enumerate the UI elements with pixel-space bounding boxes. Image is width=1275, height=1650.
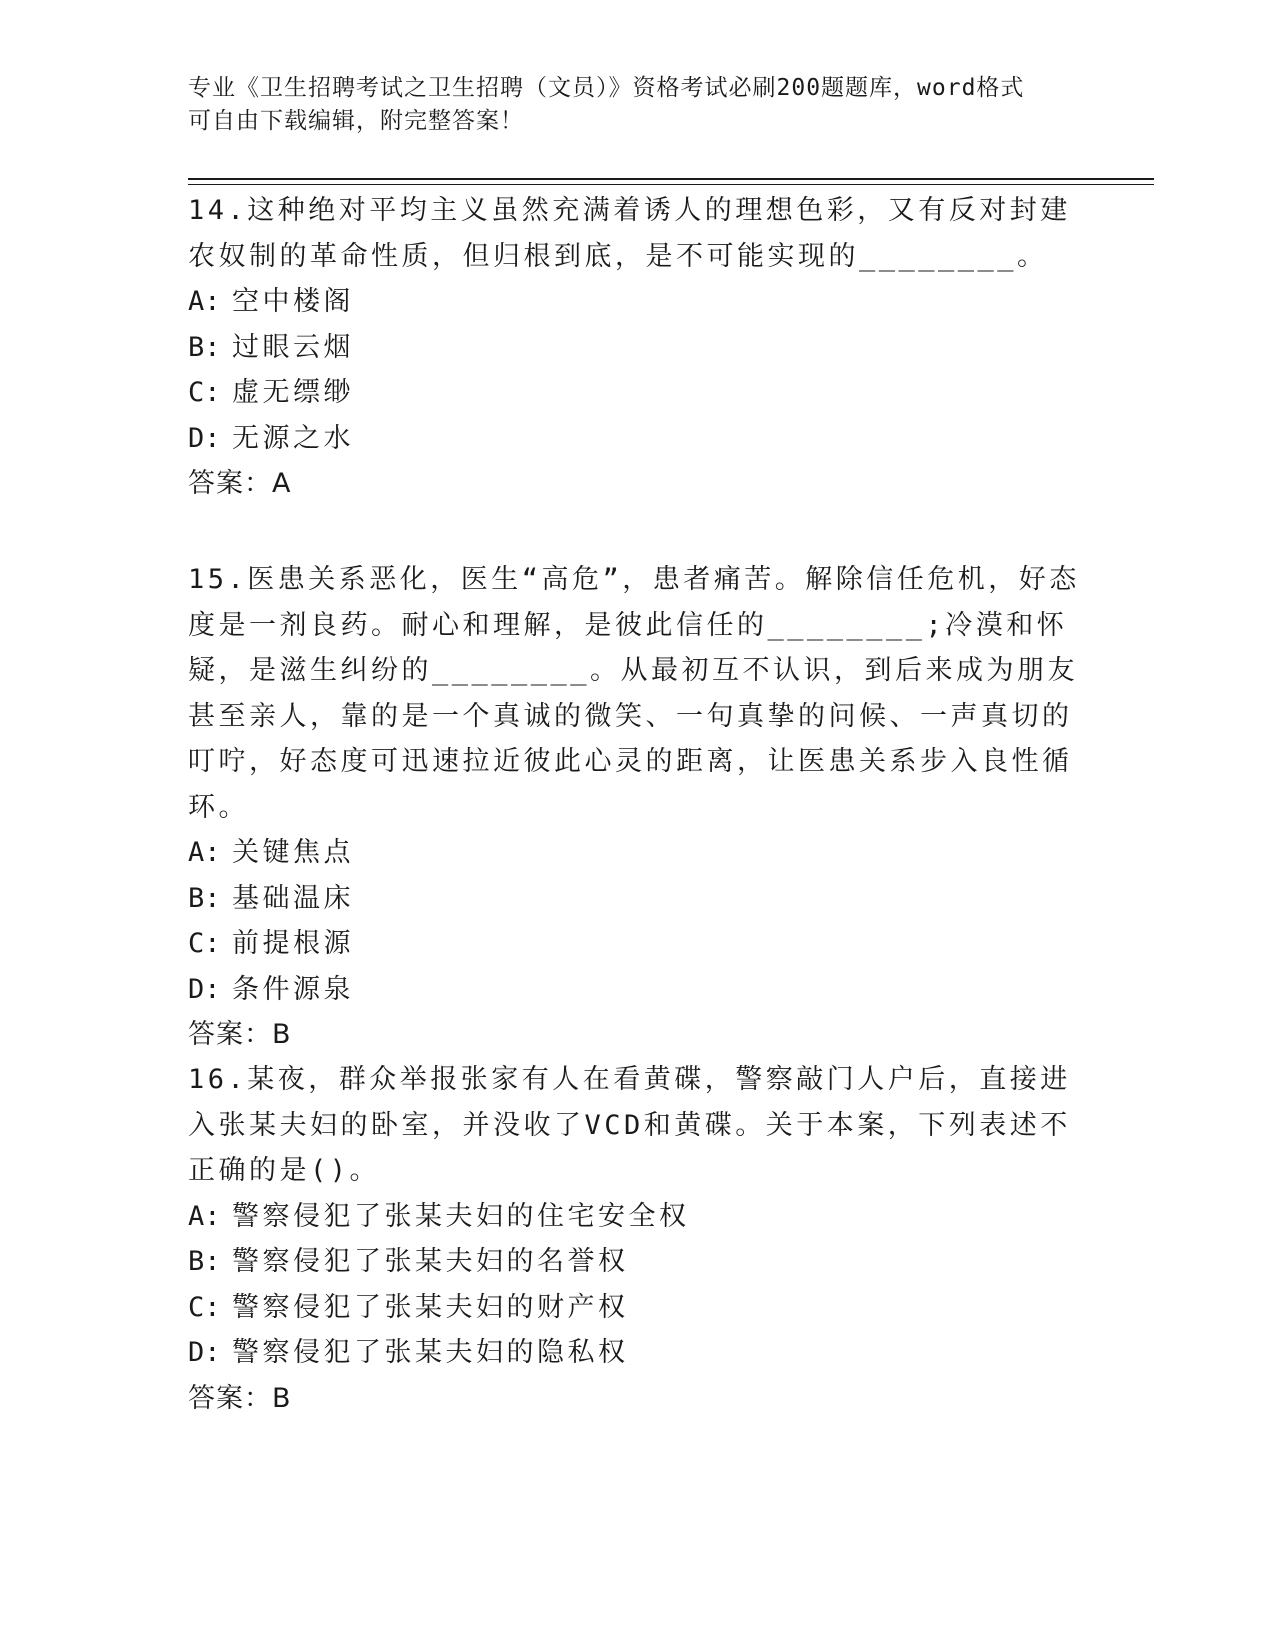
question-15 (188, 557, 1088, 1058)
option-key: A: (188, 286, 221, 317)
option-d (188, 416, 1088, 462)
answer-line: 答案：B (188, 1382, 292, 1414)
option-key: B: (188, 1246, 221, 1277)
header-divider-thick (188, 178, 1154, 180)
option-key: B: (188, 882, 221, 914)
option-b (188, 1239, 1088, 1285)
option-text: 警察侵犯了张某夫妇的隐私权 (232, 1337, 629, 1368)
option-key: D: (188, 1337, 221, 1368)
option-text: 基础温床 (232, 882, 354, 914)
option-text: 警察侵犯了张某夫妇的财产权 (232, 1291, 629, 1323)
header-line-1: 专业《卫生招聘考试之卫生招聘（文员）》资格考试必刷200题题库，word格式 (188, 75, 1025, 101)
header-line-2: 可自由下载编辑，附完整答案！ (188, 108, 524, 134)
option-text: 警察侵犯了张某夫妇的住宅安全权 (232, 1200, 690, 1232)
option-d (188, 967, 1088, 1013)
option-key: D: (188, 973, 221, 1005)
option-c (188, 1285, 1088, 1331)
answer-line: 答案：A (188, 468, 292, 499)
option-key: A: (188, 1200, 221, 1232)
answer-line: 答案：B (188, 1019, 292, 1050)
question-stem: 15.医患关系恶化，医生“高危”，患者痛苦。解除信任危机，好态度是一剂良药。耐心和理解，是彼此信任的________;冷漠和怀疑，是滋生纠纷的________。从最初互不认识，到后来成为朋友甚至亲人，靠的是一个真诚的微笑、一句真挚的问候、一声真切的叮咛，好态度可迅速拉近彼此心灵的距离，让医患关系步入良性循环。 (188, 564, 1080, 823)
option-key: B: (188, 331, 221, 363)
option-text: 条件源泉 (232, 973, 354, 1005)
option-d (188, 1330, 1088, 1376)
option-text: 前提根源 (232, 928, 354, 959)
option-c (188, 921, 1088, 967)
option-text: 空中楼阁 (232, 286, 354, 317)
option-b (188, 876, 1088, 922)
option-c (188, 370, 1088, 416)
document-header (188, 72, 1068, 138)
question-16 (188, 1057, 1088, 1421)
option-text: 过眼云烟 (232, 331, 354, 363)
option-b (188, 325, 1088, 371)
option-text: 警察侵犯了张某夫妇的名誉权 (232, 1246, 629, 1277)
question-14 (188, 188, 1088, 507)
option-a (188, 1194, 1088, 1240)
option-key: A: (188, 837, 221, 868)
option-key: C: (188, 928, 221, 959)
option-key: C: (188, 1291, 221, 1323)
option-key: D: (188, 422, 221, 454)
header-divider-thin (188, 184, 1154, 185)
question-stem: 14.这种绝对平均主义虽然充满着诱人的理想色彩，又有反对封建农奴制的革命性质，但归根到底，是不可能实现的________。 (188, 195, 1071, 272)
question-stem: 16.某夜，群众举报张家有人在看黄碟，警察敲门人户后，直接进入张某夫妇的卧室，并没收了VCD和黄碟。关于本案，下列表述不正确的是()。 (188, 1064, 1071, 1186)
option-text: 关键焦点 (232, 837, 354, 868)
option-a (188, 830, 1088, 876)
option-a (188, 279, 1088, 325)
option-text: 无源之水 (232, 422, 354, 454)
option-key: C: (188, 377, 221, 408)
option-text: 虚无缥缈 (232, 377, 354, 408)
